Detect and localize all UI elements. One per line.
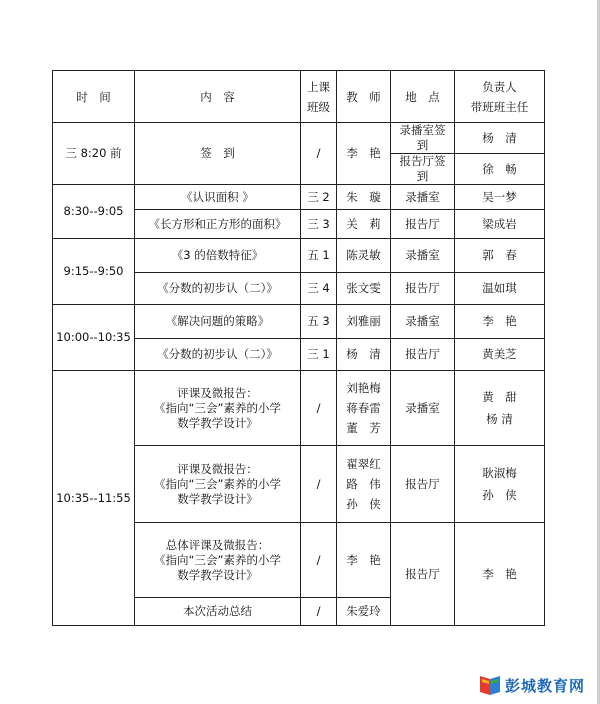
teacher-cell: 杨 清 <box>337 339 391 371</box>
teacher-line: 路 伟 <box>346 477 381 491</box>
teacher-line: 蒋春雷 <box>346 401 381 415</box>
site-logo <box>478 673 598 697</box>
responsible-cell: 杨 清 <box>455 123 545 154</box>
time-cell: 8:30--9:05 <box>53 185 135 239</box>
teacher-line: 孙 侠 <box>346 497 381 511</box>
class-cell: 五 1 <box>301 239 337 273</box>
class-cell: 三 2 <box>301 185 337 210</box>
location-cell: 报告厅 <box>391 339 455 371</box>
location-cell: 录播室 <box>391 239 455 273</box>
header-teacher: 教 师 <box>337 71 391 123</box>
responsible-cell: 徐 畅 <box>455 154 545 185</box>
class-cell: 五 3 <box>301 305 337 339</box>
table-row <box>53 371 545 446</box>
content-line: 数学教学设计》 <box>177 567 258 582</box>
teacher-cell: 朱 璇 <box>337 185 391 210</box>
responsible-line: 黄 甜 <box>482 390 517 404</box>
location-cell: 报告厅 <box>391 210 455 239</box>
teacher-cell: 朱爱玲 <box>337 598 391 626</box>
teacher-cell: 李 艳 <box>337 123 391 185</box>
content-cell: 《解决问题的策略》 <box>135 305 301 339</box>
book-icon <box>478 674 502 696</box>
table-row <box>53 185 545 210</box>
class-cell: 三 4 <box>301 273 337 305</box>
location-cell: 报告厅 <box>391 446 455 523</box>
time-cell: 三 8:20 前 <box>53 123 135 185</box>
content-line: 评课及微报告： <box>177 461 258 476</box>
header-class-line: 班级 <box>307 99 330 114</box>
content-line: 评课及微报告： <box>177 385 258 400</box>
responsible-cell: 黄美芝 <box>455 339 545 371</box>
content-line: 《指向“三会”素养的小学 <box>154 476 281 491</box>
location-cell: 录播室 <box>391 185 455 210</box>
teacher-cell <box>337 446 391 523</box>
header-time: 时 间 <box>53 71 135 123</box>
class-cell: 三 1 <box>301 339 337 371</box>
responsible-cell <box>455 371 545 446</box>
class-cell: / <box>301 446 337 523</box>
location-cell: 报告厅 <box>391 273 455 305</box>
content-line: 数学教学设计》 <box>177 491 258 506</box>
content-line: 总体评课及微报告： <box>165 537 270 552</box>
responsible-line: 耿淑梅 <box>482 466 517 480</box>
responsible-cell: 李 艳 <box>455 305 545 339</box>
header-responsible-line: 带班班主任 <box>470 99 529 114</box>
content-cell: 《认识面积 》 <box>135 185 301 210</box>
teacher-line: 刘艳梅 <box>346 381 381 395</box>
content-cell <box>135 523 301 598</box>
content-line: 数学教学设计》 <box>177 415 258 430</box>
teacher-line: 董 芳 <box>346 421 381 435</box>
teacher-cell: 张文雯 <box>337 273 391 305</box>
teacher-cell: 李 艳 <box>337 523 391 598</box>
responsible-cell: 李 艳 <box>455 523 545 626</box>
location-cell: 录播室 <box>391 305 455 339</box>
header-row <box>53 71 545 123</box>
class-cell: / <box>301 598 337 626</box>
header-location: 地 点 <box>391 71 455 123</box>
header-responsible-line: 负责人 <box>482 79 517 94</box>
location-cell: 录播室 <box>391 371 455 446</box>
class-cell: / <box>301 123 337 185</box>
responsible-cell: 温如琪 <box>455 273 545 305</box>
content-cell: 《分数的初步认（二）》 <box>135 339 301 371</box>
content-line: 《指向“三会”素养的小学 <box>154 552 281 567</box>
location-cell: 录播室签到 <box>391 123 455 154</box>
responsible-cell: 郭 春 <box>455 239 545 273</box>
content-cell: 《3 的倍数特征》 <box>135 239 301 273</box>
location-cell: 报告厅签到 <box>391 154 455 185</box>
location-cell: 报告厅 <box>391 523 455 626</box>
responsible-line: 杨 清 <box>486 412 513 426</box>
teacher-cell: 陈灵敏 <box>337 239 391 273</box>
teacher-cell <box>337 371 391 446</box>
class-cell: / <box>301 523 337 598</box>
content-cell: 《分数的初步认（二）》 <box>135 273 301 305</box>
responsible-cell: 吴一梦 <box>455 185 545 210</box>
header-class-line: 上课 <box>307 79 330 94</box>
responsible-cell: 梁成岩 <box>455 210 545 239</box>
responsible-line: 孙 侠 <box>482 488 517 502</box>
table-row <box>53 123 545 154</box>
schedule-table <box>52 70 545 626</box>
time-cell: 10:00--10:35 <box>53 305 135 371</box>
content-cell <box>135 371 301 446</box>
site-logo-text: 彭城教育网 <box>505 676 586 695</box>
content-cell: 本次活动总结 <box>135 598 301 626</box>
teacher-cell: 关 莉 <box>337 210 391 239</box>
class-cell: 三 3 <box>301 210 337 239</box>
content-cell: 《长方形和正方形的面积》 <box>135 210 301 239</box>
content-cell: 签 到 <box>135 123 301 185</box>
table-row <box>53 239 545 273</box>
class-cell: / <box>301 371 337 446</box>
content-cell <box>135 446 301 523</box>
content-line: 《指向“三会”素养的小学 <box>154 400 281 415</box>
header-content: 内 容 <box>135 71 301 123</box>
header-class <box>301 71 337 123</box>
table-row <box>53 305 545 339</box>
time-cell: 9:15--9:50 <box>53 239 135 305</box>
teacher-line: 翟翠红 <box>346 457 381 471</box>
responsible-cell <box>455 446 545 523</box>
header-responsible <box>455 71 545 123</box>
time-cell: 10:35--11:55 <box>53 371 135 626</box>
teacher-cell: 刘雅丽 <box>337 305 391 339</box>
